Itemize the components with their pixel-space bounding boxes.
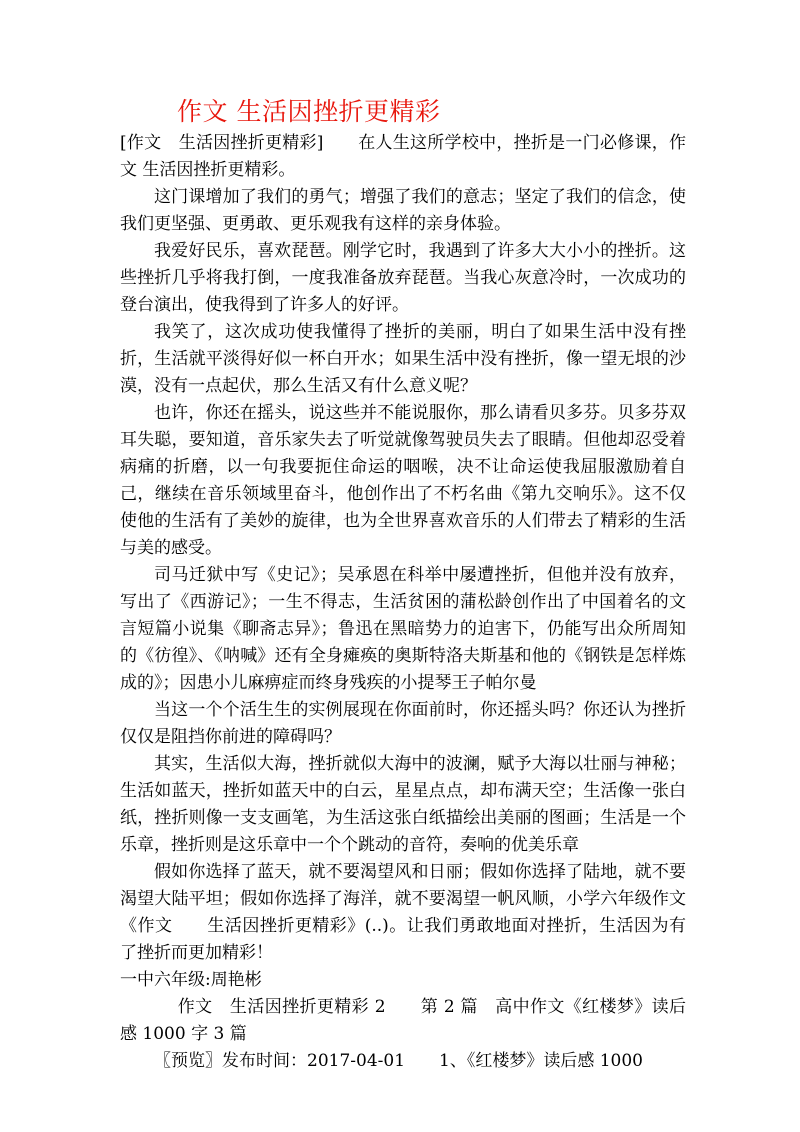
paragraph-metaphor: 其实，生活似大海，挫折就似大海中的波澜，赋予大海以壮丽与神秘；生活如蓝天，挫折如蓝天中的白云，星星点点，却布满天空；生活像一张白纸，挫折则像一支支画笔，为生活这张白纸描绘出美丽的图画；生活是一个乐章，挫折则是这乐章中一个个跳动的音符，奏响的优美乐章 xyxy=(120,754,686,855)
paragraph-question: 当这一个个活生生的实例展现在你面前时，你还摇头吗？你还认为挫折仅仅是阻挡你前进的障碍吗？ xyxy=(120,700,686,747)
paragraph-examples: 司马迁狱中写《史记》；吴承恩在科举中屡遭挫折，但他并没有放弃，写出了《西游记》；一生不得志，生活贫困的蒲松龄创作出了中国着名的文言短篇小说集《聊斋志异》；鲁迅在黑暗势力的迫害下，仍能写出众所周知的《彷徨》、《呐喊》还有全身瘫痪的奥斯特洛夫斯基和他的《钢铁是怎样炼成的》；因患小儿麻痹症而终身残疾的小提琴王子帕尔曼 xyxy=(120,565,686,693)
paragraph-beethoven: 也许，你还在摇头，说这些并不能说服你，那么请看贝多芬。贝多芬双耳失聪，要知道，音乐家失去了听觉就像驾驶员失去了眼睛。但他却忍受着病痛的折磨，以一句我要扼住命运的咽喉，决不让命运使我屈服激励着自己，继续在音乐领域里奋斗，他创作出了不朽名曲《第九交响乐》。这不仅使他的生活有了美妙的旋律，也为全世界喜欢音乐的人们带去了精彩的生活与美的感受。 xyxy=(120,403,686,558)
paragraph-courage: 这门课增加了我们的勇气；增强了我们的意志；坚定了我们的信念，使我们更坚强、更勇敢、更乐观我有这样的亲身体验。 xyxy=(120,187,686,234)
document-body xyxy=(120,130,686,1075)
paragraph-smile: 我笑了，这次成功使我懂得了挫折的美丽，明白了如果生活中没有挫折，生活就平淡得好似一杯白开水；如果生活中没有挫折，像一望无垠的沙漠，没有一点起伏，那么生活又有什么意义呢？ xyxy=(120,322,686,396)
paragraph-conclusion: 假如你选择了蓝天，就不要渴望风和日丽；假如你选择了陆地，就不要渴望大陆平坦；假如你选择了海洋，就不要渴望一帆风顺，小学六年级作文《作文 生活因挫折更精彩》(..)。让我们勇敢地面对挫折，生活因为有了挫折而更加精彩！ xyxy=(120,862,686,963)
paragraph-pipa: 我爱好民乐，喜欢琵琶。刚学它时，我遇到了许多大大小小的挫折。这些挫折几乎将我打倒，一度我准备放弃琵琶。当我心灰意冷时，一次成功的登台演出，使我得到了许多人的好评。 xyxy=(120,241,686,315)
preview-line: 〖预览〗发布时间：2017-04-01 1、《红楼梦》读后感 1000 xyxy=(154,1051,643,1071)
next-article-line: 作文 生活因挫折更精彩 2 第 2 篇 高中作文《红楼梦》读后感 1000 字 3 篇 xyxy=(120,997,686,1044)
paragraph-intro: [作文 生活因挫折更精彩] 在人生这所学校中，挫折是一门必修课，作文 生活因挫折更精彩。 xyxy=(120,133,686,180)
document-title: 作文 生活因挫折更精彩 xyxy=(177,97,441,126)
author-line: 一中六年级:周艳彬 xyxy=(120,970,262,990)
